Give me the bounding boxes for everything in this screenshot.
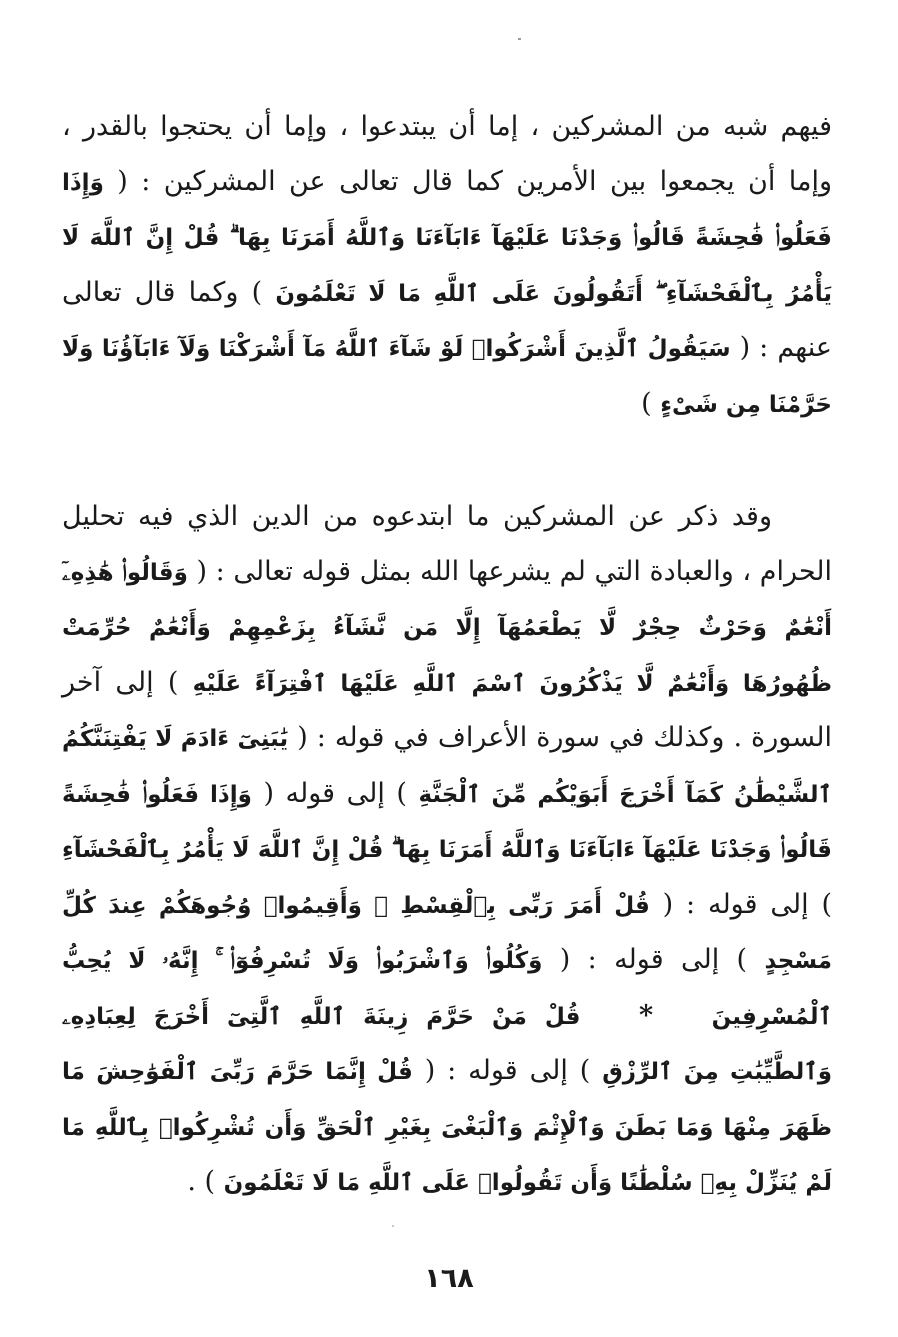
quran-verse: قُلْ مَنْ حَرَّمَ زِينَةَ ٱللَّهِ ٱلَّتِىٓ أَخْرَجَ لِعِبَادِهِۦ وَٱلطَّيِّبَٰتِ مِنَ ٱلرِّزْقِ <box>62 1003 832 1085</box>
scan-speck <box>392 1225 394 1227</box>
quran-verse: سَيَقُولُ ٱلَّذِينَ أَشْرَكُوا۟ لَوْ شَآءَ ٱللَّهُ مَآ أَشْرَكْنَا وَلَآ ءَابَآؤُنَا وَلَا حَرَّمْنَا مِن شَىْءٍ <box>62 336 832 418</box>
quran-verse: وَكُلُوا۟ وَٱشْرَبُوا۟ وَلَا تُسْرِفُوٓا۟ ۚ إِنَّهُۥ لَا يُحِبُّ ٱلْمُسْرِفِينَ <box>62 948 832 1030</box>
scan-speck <box>518 38 521 40</box>
paragraph-text: ) وكما قال تعالى عنهم : ( <box>62 276 832 363</box>
paragraph-text: فيهم شبه من المشركين ، إما أن يبتدعوا ، وإما أن يحتجوا بالقدر ، وإما أن يجمعوا بين الأمرين كما قال تعالى عن المشركين : ( <box>62 111 832 197</box>
paragraph-polytheists-innovation <box>62 100 832 432</box>
quran-verse: يَٰبَنِىٓ ءَادَمَ لَا يَفْتِنَنَّكُمُ ٱلشَّيْطَٰنُ كَمَآ أَخْرَجَ أَبَوَيْكُم مِّنَ ٱلْجَنَّةِ <box>62 726 832 808</box>
separator-star: * <box>638 999 654 1031</box>
page-number: ١٦٨ <box>424 1263 474 1294</box>
quran-verse: قُلْ إِنَّمَا حَرَّمَ رَبِّىَ ٱلْفَوَٰحِشَ مَا ظَهَرَ مِنْهَا وَمَا بَطَنَ وَٱلْإِثْمَ وَٱلْبَغْىَ بِغَيْرِ ٱلْحَقِّ وَأَن تُشْرِكُوا۟ بِٱللَّهِ مَا لَمْ يُنَزِّلْ بِهِۦ سُلْطَٰنًا وَأَن تَقُولُوا۟ عَلَى ٱللَّهِ مَا لَا تَعْلَمُونَ <box>62 1059 832 1196</box>
paragraph-text: ) <box>641 387 652 419</box>
quran-verse: وَإِذَا فَعَلُوا۟ فَٰحِشَةً قَالُوا۟ وَجَدْنَا عَلَيْهَآ ءَابَآءَنَا وَٱللَّهُ أَمَرَنَا بِهَا ۗ قُلْ إِنَّ ٱللَّهَ لَا يَأْمُرُ بِٱلْفَحْشَآءِ ۖ أَتَقُولُونَ عَلَى ٱللَّهِ مَا لَا تَعْلَمُونَ <box>62 169 832 307</box>
paragraph-innovated-religion <box>62 490 832 1211</box>
paragraph-text: ) إلى قوله : ( <box>559 944 748 975</box>
quran-verse: وَقَالُوا۟ هَٰذِهِۦٓ أَنْعَٰمٌ وَحَرْثٌ حِجْرٌ لَّا يَطْعَمُهَآ إِلَّا مَن نَّشَآءُ بِزَعْمِهِمْ وَأَنْعَٰمٌ حُرِّمَتْ ظُهُورُهَا وَأَنْعَٰمٌ لَّا يَذْكُرُونَ ٱسْمَ ٱللَّهِ عَلَيْهَا ٱفْتِرَآءً عَلَيْهِ <box>62 559 832 697</box>
paragraph-text: ) إلى قوله : ( <box>662 888 832 920</box>
quran-verse: وَإِذَا فَعَلُوا۟ فَٰحِشَةً قَالُوا۟ وَجَدْنَا عَلَيْهَآ ءَابَآءَنَا وَٱللَّهُ أَمَرَنَا بِهَا ۗ قُلْ إِنَّ ٱللَّهَ لَا يَأْمُرُ بِٱلْفَحْشَآءِ <box>62 781 832 863</box>
paragraph-text: ) . <box>187 1166 216 1197</box>
paragraph-text: ) إلى آخر السورة . وكذلك في سورة الأعراف في قوله : ( <box>62 666 833 753</box>
paragraph-text: ) إلى قوله ( <box>263 777 407 809</box>
quran-verse: قُلْ أَمَرَ رَبِّى بِٱلْقِسْطِ ۖ وَأَقِيمُوا۟ وُجُوهَكُمْ عِندَ كُلِّ مَسْجِدٍ <box>62 892 832 974</box>
paragraph-text: ) إلى قوله : ( <box>424 1055 591 1086</box>
paragraph-text: وقد ذكر عن المشركين ما ابتدعوه من الدين الذي فيه تحليل الحرام ، والعبادة التي لم يشرعها الله بمثل قوله تعالى : ( <box>62 501 832 587</box>
